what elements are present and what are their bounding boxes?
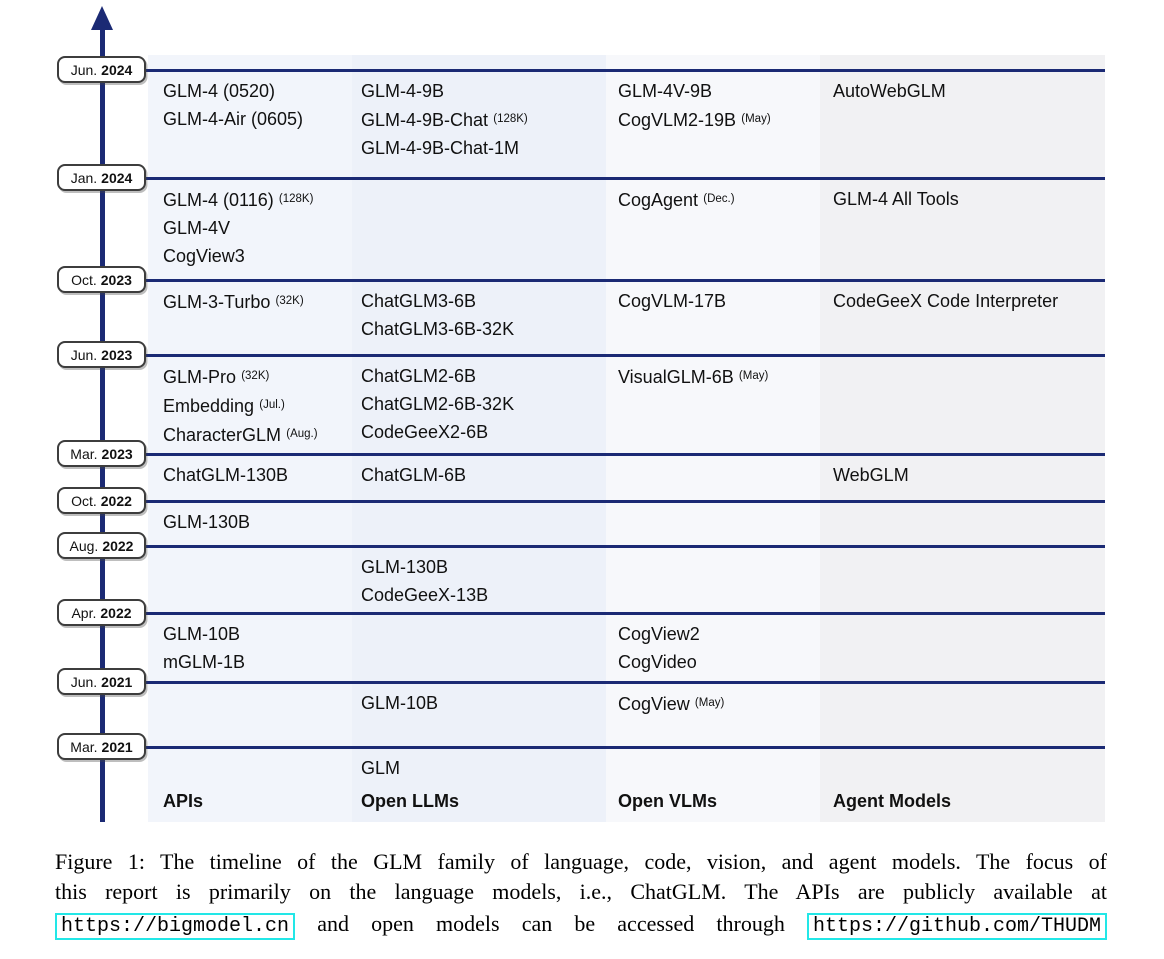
date-month: Oct. [71, 492, 97, 509]
date-month: Jun. [70, 346, 98, 363]
date-badge [57, 668, 146, 695]
model-entry [833, 185, 959, 213]
timeline-cell [163, 77, 303, 133]
date-year: 2024 [101, 169, 133, 186]
date-month: Jun. [70, 673, 98, 690]
timeline-cell [361, 754, 400, 782]
timeline-cell [361, 689, 438, 717]
timeline-cell [618, 287, 726, 315]
model-entry [163, 185, 313, 214]
model-entry [361, 287, 514, 315]
timeline-row-line [144, 612, 1105, 615]
model-entry-label: GLM-10B [361, 693, 439, 713]
timeline-row-line [144, 69, 1105, 72]
model-entry-label: ChatGLM3-6B-32K [361, 319, 515, 339]
model-entry [361, 362, 514, 390]
model-entry-label: WebGLM [833, 465, 909, 485]
column-header-open-llms: Open LLMs [361, 791, 459, 811]
date-badge [57, 532, 146, 559]
model-entry [361, 418, 514, 446]
bigmodel-link[interactable]: https://bigmodel.cn [55, 913, 295, 940]
model-entry-label: Embedding [163, 396, 255, 416]
model-entry [163, 287, 304, 316]
timeline-row-line [144, 279, 1105, 282]
model-entry-label: ChatGLM3-6B [361, 291, 477, 311]
date-month: Jan. [70, 169, 98, 186]
model-entry [361, 134, 528, 162]
model-entry-note: (May) [691, 697, 725, 709]
column-header-open-vlms: Open VLMs [618, 791, 718, 811]
model-entry [163, 461, 288, 489]
model-entry-label: GLM-130B [361, 557, 449, 577]
model-entry [833, 77, 946, 105]
timeline-cell [833, 461, 909, 489]
timeline-cell [163, 508, 250, 536]
model-entry-label: GLM-3-Turbo [163, 292, 271, 312]
date-badge [57, 440, 146, 467]
model-entry-note: (May) [735, 370, 769, 382]
model-entry [833, 461, 909, 489]
timeline-row-line [144, 177, 1105, 180]
model-entry-note: (128K) [275, 193, 314, 205]
model-entry-label: GLM-4-9B-Chat [361, 110, 489, 130]
model-entry-label: GLM-4 (0116) [163, 190, 274, 210]
timeline-cell [163, 185, 313, 270]
github-thudm-link[interactable]: https://github.com/THUDM [807, 913, 1107, 940]
model-entry-note: (128K) [490, 113, 528, 125]
model-entry-label: GLM-Pro [163, 367, 237, 387]
date-year: 2023 [101, 346, 133, 363]
timeline-row-line [144, 681, 1105, 684]
timeline-row-line [144, 746, 1105, 749]
model-entry-label: GLM-4 (0520) [163, 81, 276, 101]
model-entry [163, 420, 318, 449]
date-badge [57, 599, 146, 626]
date-badge [57, 56, 146, 83]
model-entry-label: GLM-4-Air (0605) [163, 109, 304, 129]
timeline-cell [163, 461, 288, 489]
timeline-cell [361, 362, 514, 446]
model-entry-label: GLM-4-9B [361, 81, 445, 101]
date-year: 2021 [101, 673, 133, 690]
date-year: 2022 [100, 604, 132, 621]
timeline-cell [618, 185, 735, 214]
model-entry-note: (Dec.) [700, 193, 735, 205]
model-entry-note: (32K) [272, 295, 304, 307]
model-entry [361, 105, 528, 134]
model-entry [618, 105, 771, 134]
date-month: Apr. [71, 604, 97, 621]
model-entry [361, 553, 488, 581]
timeline-cell [833, 287, 1058, 315]
timeline-cell [361, 553, 488, 609]
model-entry-label: CodeGeeX-13B [361, 585, 489, 605]
date-badge [57, 341, 146, 368]
date-year: 2021 [101, 738, 133, 755]
model-entry-label: CodeGeeX Code Interpreter [833, 291, 1059, 311]
date-year: 2023 [101, 445, 133, 462]
model-entry-label: ChatGLM-130B [163, 465, 289, 485]
timeline-cell [833, 185, 959, 213]
model-entry-label: VisualGLM-6B [618, 367, 734, 387]
model-entry-label: CogVLM2-19B [618, 110, 737, 130]
timeline-cell [618, 689, 724, 718]
model-entry [618, 620, 700, 648]
model-entry-label: GLM [361, 758, 401, 778]
date-month: Mar. [70, 445, 98, 462]
date-badge [57, 266, 146, 293]
column-header-apis: APIs [163, 791, 204, 811]
timeline-cell [163, 287, 304, 316]
timeline-row-line [144, 545, 1105, 548]
model-entry [163, 648, 245, 676]
date-month: Oct. [71, 271, 97, 288]
timeline-cell [618, 620, 700, 676]
column-band-4 [820, 55, 1105, 822]
date-badge [57, 733, 146, 760]
model-entry [361, 689, 438, 717]
model-entry-label: ChatGLM-6B [361, 465, 467, 485]
model-entry-label: CodeGeeX2-6B [361, 422, 489, 442]
timeline-cell [361, 77, 528, 162]
model-entry [361, 581, 488, 609]
date-badge [57, 164, 146, 191]
model-entry-label: CharacterGLM [163, 425, 282, 445]
model-entry-label: GLM-130B [163, 512, 251, 532]
caption-line-1: Figure 1: The timeline of the GLM family of language, code, vision, and agent models. The focus of [55, 849, 1107, 874]
timeline-cell [163, 620, 245, 676]
model-entry-note: (May) [738, 113, 771, 125]
model-entry-note: (Aug.) [283, 428, 318, 440]
model-entry [163, 214, 313, 242]
model-entry-note: (32K) [238, 370, 270, 382]
timeline-cell [361, 287, 514, 343]
timeline-cell [163, 362, 318, 449]
timeline-cell [361, 461, 466, 489]
model-entry-label: GLM-4 All Tools [833, 189, 959, 209]
timeline-row-line [144, 500, 1105, 503]
model-entry [618, 648, 700, 676]
timeline-axis [100, 26, 105, 822]
model-entry [163, 391, 318, 420]
model-entry-label: GLM-4V [163, 218, 231, 238]
model-entry-note: (Jul.) [256, 399, 285, 411]
date-year: 2023 [100, 271, 132, 288]
timeline-cell [618, 362, 768, 391]
model-entry-label: CogView3 [163, 246, 245, 266]
model-entry-label: ChatGLM2-6B-32K [361, 394, 515, 414]
caption-line-3 [55, 907, 1107, 944]
model-entry-label: CogView [618, 694, 690, 714]
timeline-row-line [144, 453, 1105, 456]
timeline-row-line [144, 354, 1105, 357]
date-year: 2022 [102, 537, 134, 554]
caption-line-3-text: and open models can be accessed through [317, 911, 785, 936]
date-month: Jun. [70, 61, 98, 78]
model-entry [618, 77, 771, 105]
model-entry [361, 77, 528, 105]
model-entry [163, 105, 303, 133]
model-entry [163, 508, 250, 536]
model-entry [163, 620, 245, 648]
model-entry [361, 315, 514, 343]
column-header-agent-models: Agent Models [833, 791, 952, 811]
model-entry-label: CogVLM-17B [618, 291, 727, 311]
up-arrow-icon [91, 6, 113, 30]
model-entry-label: GLM-4-9B-Chat-1M [361, 138, 520, 158]
model-entry-label: ChatGLM2-6B [361, 366, 477, 386]
figure-caption [55, 847, 1107, 944]
model-entry-label: GLM-10B [163, 624, 241, 644]
timeline-cell [618, 77, 771, 134]
model-entry [618, 287, 726, 315]
model-entry [618, 362, 768, 391]
model-entry [618, 689, 724, 718]
model-entry-label: AutoWebGLM [833, 81, 946, 101]
model-entry [618, 185, 735, 214]
date-badge [57, 487, 146, 514]
model-entry [361, 754, 400, 782]
model-entry [833, 287, 1058, 315]
model-entry [361, 461, 466, 489]
model-entry [163, 362, 318, 391]
date-year: 2024 [101, 61, 133, 78]
date-month: Aug. [69, 537, 99, 554]
model-entry [163, 77, 303, 105]
model-entry-label: GLM-4V-9B [618, 81, 713, 101]
caption-line-2: this report is primarily on the language models, i.e., ChatGLM. The APIs are publicly available at [55, 879, 1107, 904]
model-entry-label: mGLM-1B [163, 652, 246, 672]
model-entry-label: CogView2 [618, 624, 700, 644]
model-entry-label: CogAgent [618, 190, 699, 210]
timeline-cell [833, 77, 946, 105]
date-month: Mar. [70, 738, 98, 755]
model-entry-label: CogVideo [618, 652, 697, 672]
date-year: 2022 [100, 492, 132, 509]
model-entry [361, 390, 514, 418]
model-entry [163, 242, 313, 270]
